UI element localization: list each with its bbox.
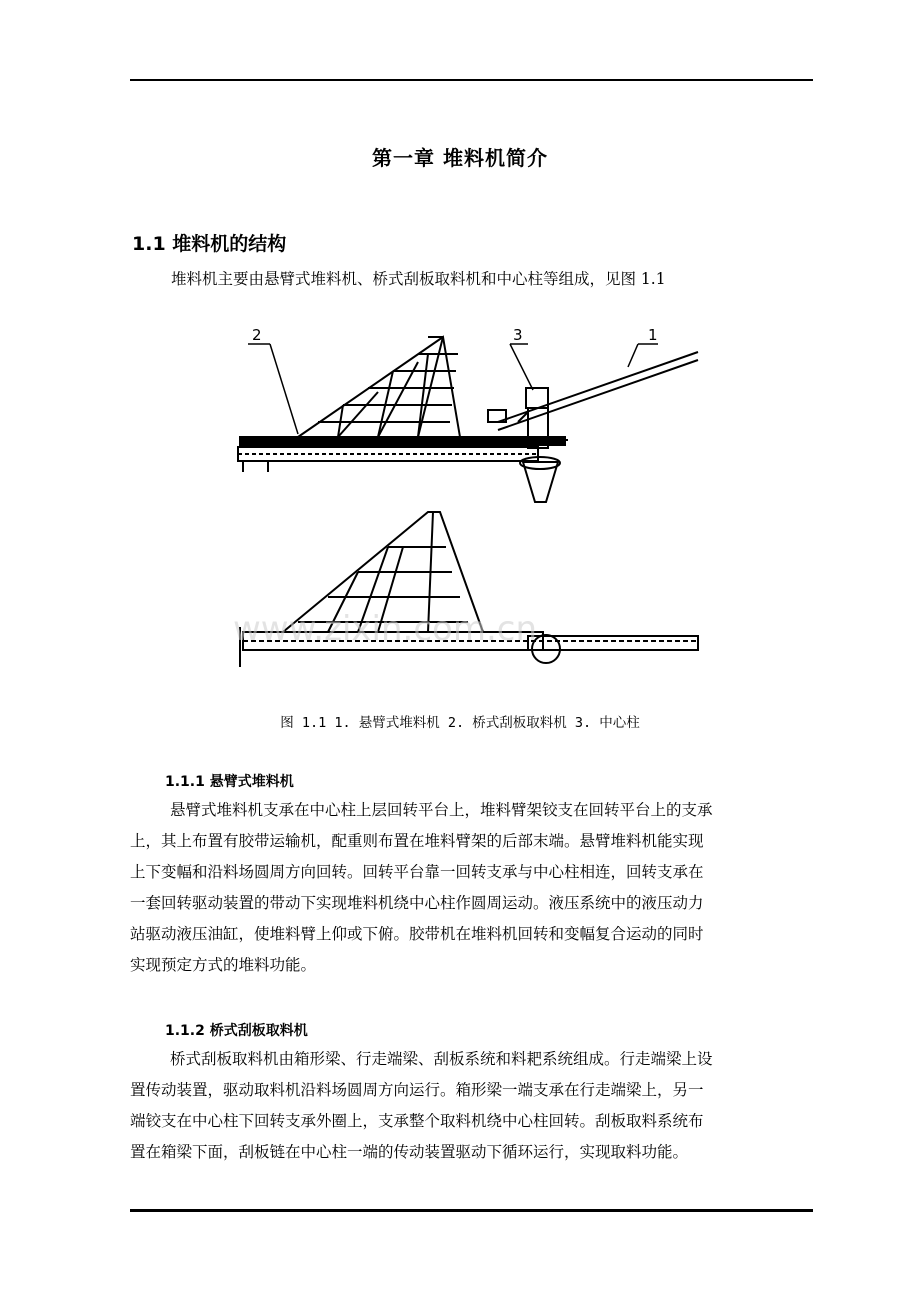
paragraph-line: 上下变幅和沿料场圆周方向回转。回转平台靠一回转支承与中心柱相连，回转支承在 (130, 863, 704, 881)
paragraph-line: 端铰支在中心柱下回转支承外圈上，支承整个取料机绕中心柱回转。刮板取料系统布 (130, 1112, 704, 1130)
subsection-heading-1: 1.1.1 悬臂式堆料机 (165, 774, 294, 790)
paragraph-line: 悬臂式堆料机支承在中心柱上层回转平台上，堆料臂架铰支在回转平台上的支承 (170, 801, 713, 819)
paragraph-1 (130, 795, 813, 981)
figure-caption: 图 1.1 1. 悬臂式堆料机 2. 桥式刮板取料机 3. 中心柱 (280, 715, 640, 731)
machine-drawing (228, 322, 708, 692)
section-heading: 1.1 堆料机的结构 (132, 233, 287, 255)
header-rule (130, 79, 813, 81)
paragraph-line: 桥式刮板取料机由箱形梁、行走端梁、刮板系统和料耙系统组成。行走端梁上设 (170, 1050, 713, 1068)
label-3: 3 (513, 326, 523, 344)
label-2: 2 (252, 326, 262, 344)
figure-1-1 (228, 322, 708, 692)
paragraph-line: 实现预定方式的堆料功能。 (130, 956, 317, 974)
paragraph-line: 站驱动液压油缸，使堆料臂上仰或下俯。胶带机在堆料机回转和变幅复合运动的同时 (130, 925, 704, 943)
paragraph-line: 置传动装置，驱动取料机沿料场圆周方向运行。箱形梁一端支承在行走端梁上，另一 (130, 1081, 704, 1099)
paragraph-line: 上，其上布置有胶带运输机，配重则布置在堆料臂架的后部末端。悬臂堆料机能实现 (130, 832, 704, 850)
section-intro: 堆料机主要由悬臂式堆料机、桥式刮板取料机和中心柱等组成，见图 1.1 (171, 270, 666, 288)
subsection-heading-2: 1.1.2 桥式刮板取料机 (165, 1023, 308, 1039)
footer-rule (130, 1209, 813, 1212)
paragraph-line: 置在箱梁下面，刮板链在中心柱一端的传动装置驱动下循环运行，实现取料功能。 (130, 1143, 689, 1161)
paragraph-line: 一套回转驱动装置的带动下实现堆料机绕中心柱作圆周运动。液压系统中的液压动力 (130, 894, 704, 912)
paragraph-2 (130, 1044, 813, 1168)
label-1: 1 (648, 326, 658, 344)
watermark: www.zixin.com.cn (233, 609, 537, 649)
chapter-title: 第一章 堆料机简介 (372, 146, 548, 170)
